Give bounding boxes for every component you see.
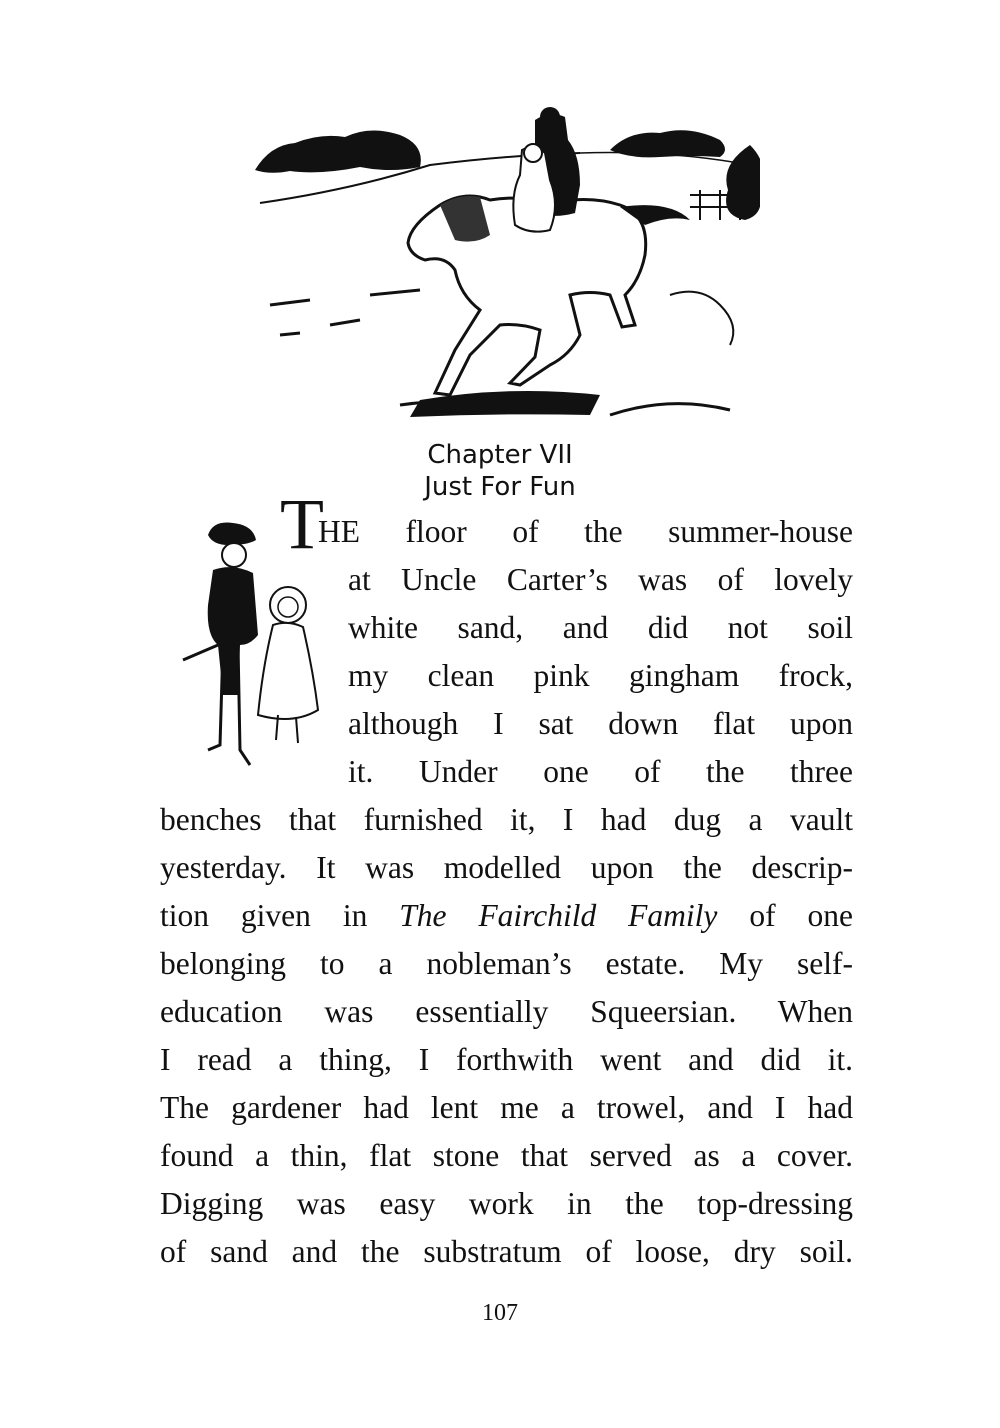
chapter-number: Chapter VII (427, 440, 573, 470)
text-line: white sand, and did not soil (348, 610, 853, 645)
text-segment: tion given in (160, 898, 400, 933)
text-line: I read a thing, I forthwith went and did it. (160, 1042, 853, 1077)
text-line: Digging was easy work in the top-dressing (160, 1186, 853, 1221)
horse-rider-illustration (250, 95, 760, 425)
text-line: yesterday. It was modelled upon the descrip- (160, 850, 853, 885)
book-title-italic: The Fairchild Family (399, 898, 718, 933)
text-line: HE floor of the summer-house (318, 514, 853, 549)
text-line: at Uncle Carter’s was of lovely (348, 562, 853, 597)
text-line: although I sat down flat upon (348, 706, 853, 741)
text-line: education was essentially Squeersian. When (160, 994, 853, 1029)
text-line (160, 896, 853, 936)
text-line: my clean pink gingham frock, (348, 658, 853, 693)
page-number: 107 (482, 1300, 518, 1326)
text-line: belonging to a nobleman’s estate. My self- (160, 946, 853, 981)
text-line: of sand and the substratum of loose, dry soil. (160, 1234, 853, 1269)
text-segment: of one (717, 898, 853, 933)
chapter-title: Just For Fun (424, 472, 576, 502)
text-line: benches that furnished it, I had dug a vault (160, 802, 853, 837)
drop-cap: T (280, 484, 324, 564)
text-line: found a thin, flat stone that served as a cover. (160, 1138, 853, 1173)
text-line: it. Under one of the three (348, 754, 853, 789)
text-line: The gardener had lent me a trowel, and I had (160, 1090, 853, 1125)
